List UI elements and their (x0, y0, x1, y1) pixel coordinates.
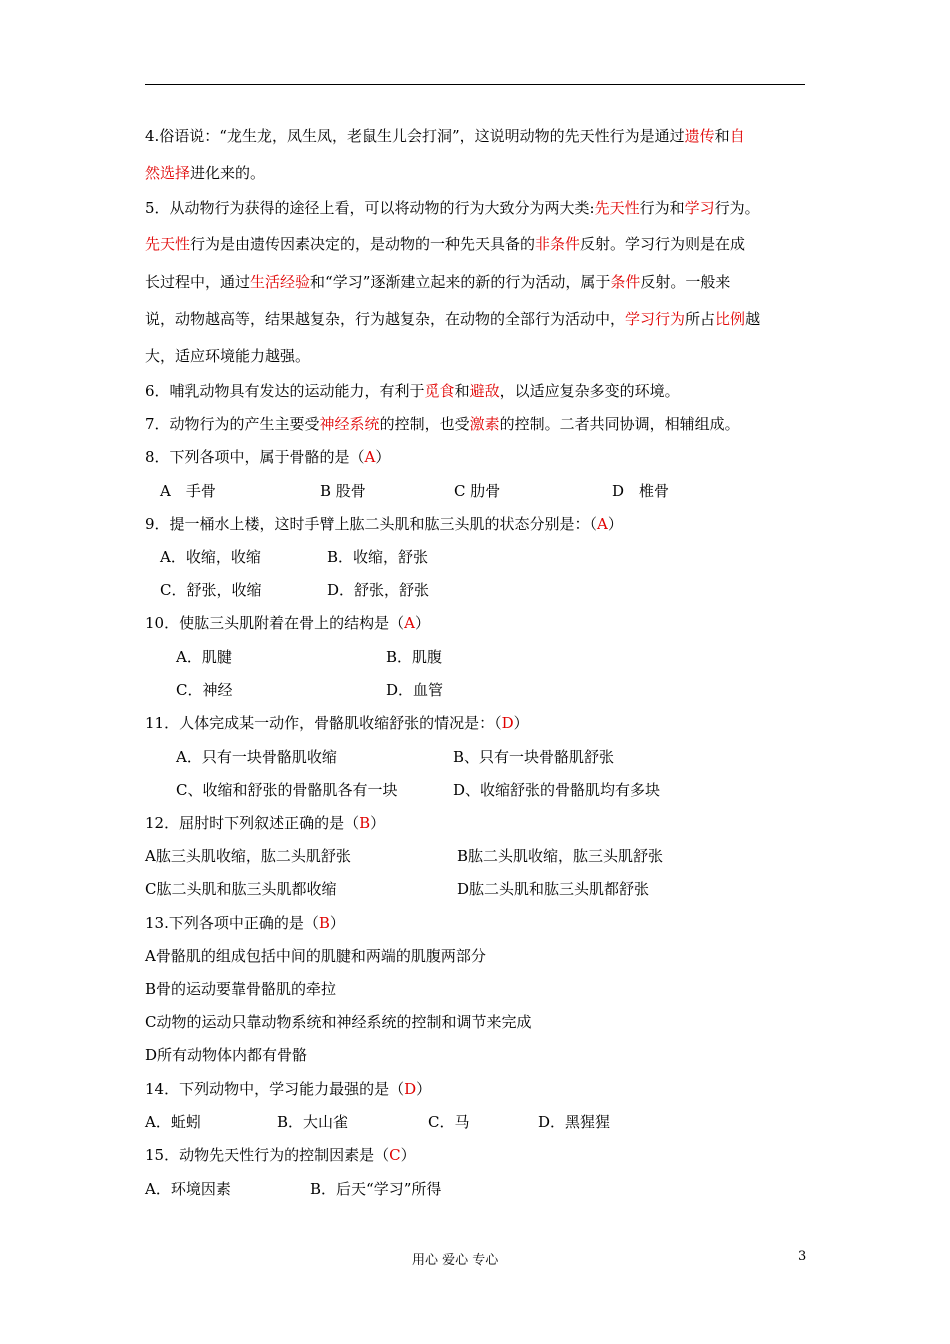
q5-line-3: 长过程中，通过生活经验和“学习”逐渐建立起来的新的行为活动，属于条件反射。一般来 (145, 273, 731, 291)
q10-option-b: B．肌腹 (386, 648, 443, 666)
q9-option-a: A．收缩，收缩 (160, 548, 261, 566)
q5-line-5: 大，适应环境能力越强。 (145, 347, 311, 365)
q6-line: 6．哺乳动物具有发达的运动能力，有利于觅食和避敌，以适应复杂多变的环境。 (145, 382, 680, 400)
q4-line-2: 然选择进化来的。 (145, 164, 266, 182)
q14-option-a: A．蚯蚓 (145, 1113, 201, 1131)
q4-line-1: 4.俗语说：“龙生龙，凤生凤，老鼠生儿会打洞”，这说明动物的先天性行为是通过遗传和自 (145, 127, 745, 145)
q14-stem: 14．下列动物中，学习能力最强的是（D） (145, 1080, 432, 1098)
q7-line: 7．动物行为的产生主要受神经系统的控制，也受激素的控制。二者共同协调，相辅组成。 (145, 415, 740, 433)
q10-option-d: D．血管 (386, 681, 444, 699)
q14-option-b: B．大山雀 (277, 1113, 349, 1131)
q10-option-a: A．肌腱 (176, 648, 232, 666)
q11-option-a: A．只有一块骨骼肌收缩 (176, 748, 337, 766)
page-number: 3 (798, 1249, 807, 1264)
q8-option-a: A 手骨 (160, 482, 216, 500)
q9-option-d: D．舒张，舒张 (327, 581, 430, 599)
q13-stem: 13.下列各项中正确的是（B） (145, 914, 345, 932)
q12-option-c: C肱二头肌和肱三头肌都收缩 (145, 880, 337, 898)
q9-option-c: C．舒张，收缩 (160, 581, 262, 599)
q5-line-2: 先天性行为是由遗传因素决定的，是动物的一种先天具备的非条件反射。学习行为则是在成 (145, 235, 746, 253)
q13-option-a: A骨骼肌的组成包括中间的肌腱和两端的肌腹两部分 (145, 947, 486, 965)
q5-line-1: 5．从动物行为获得的途径上看，可以将动物的行为大致分为两大类:先天性行为和学习行为。 (145, 199, 760, 217)
q15-stem: 15．动物先天性行为的控制因素是（C） (145, 1146, 416, 1164)
q11-option-c: C、收缩和舒张的骨骼肌各有一块 (176, 781, 398, 799)
q11-option-d: D、收缩舒张的骨骼肌均有多块 (453, 781, 661, 799)
q12-option-a: A肱三头肌收缩，肱二头肌舒张 (145, 847, 351, 865)
q11-stem: 11．人体完成某一动作，骨骼肌收缩舒张的情况是：（D） (145, 714, 529, 732)
q9-stem: 9．提一桶水上楼，这时手臂上肱二头肌和肱三头肌的状态分别是：（A） (145, 515, 623, 533)
header-rule (145, 84, 805, 85)
q10-option-c: C．神经 (176, 681, 233, 699)
q10-stem: 10．使肱三头肌附着在骨上的结构是（A） (145, 614, 430, 632)
q12-option-b: B肱二头肌收缩，肱三头肌舒张 (457, 847, 664, 865)
q14-option-d: D．黑猩猩 (538, 1113, 611, 1131)
q13-option-d: D所有动物体内都有骨骼 (145, 1046, 308, 1064)
footer-text: 用心 爱心 专心 (412, 1253, 499, 1268)
q9-option-b: B．收缩，舒张 (327, 548, 429, 566)
q8-stem: 8．下列各项中，属于骨骼的是（A） (145, 448, 391, 466)
q15-option-b: B．后天“学习”所得 (310, 1180, 442, 1198)
q8-option-c: C 肋骨 (454, 482, 501, 500)
q14-option-c: C．马 (428, 1113, 470, 1131)
q13-option-b: B骨的运动要靠骨骼肌的牵拉 (145, 980, 337, 998)
q12-stem: 12．屈肘时下列叙述正确的是（B） (145, 814, 386, 832)
q8-option-b: B 股骨 (320, 482, 366, 500)
q11-option-b: B、只有一块骨骼肌舒张 (453, 748, 615, 766)
q13-option-c: C动物的运动只靠动物系统和神经系统的控制和调节来完成 (145, 1013, 532, 1031)
q15-option-a: A．环境因素 (145, 1180, 231, 1198)
q5-line-4: 说，动物越高等，结果越复杂，行为越复杂，在动物的全部行为活动中，学习行为所占比例越 (145, 310, 761, 328)
q12-option-d: D肱二头肌和肱三头肌都舒张 (457, 880, 650, 898)
q8-option-d: D 椎骨 (612, 482, 670, 500)
